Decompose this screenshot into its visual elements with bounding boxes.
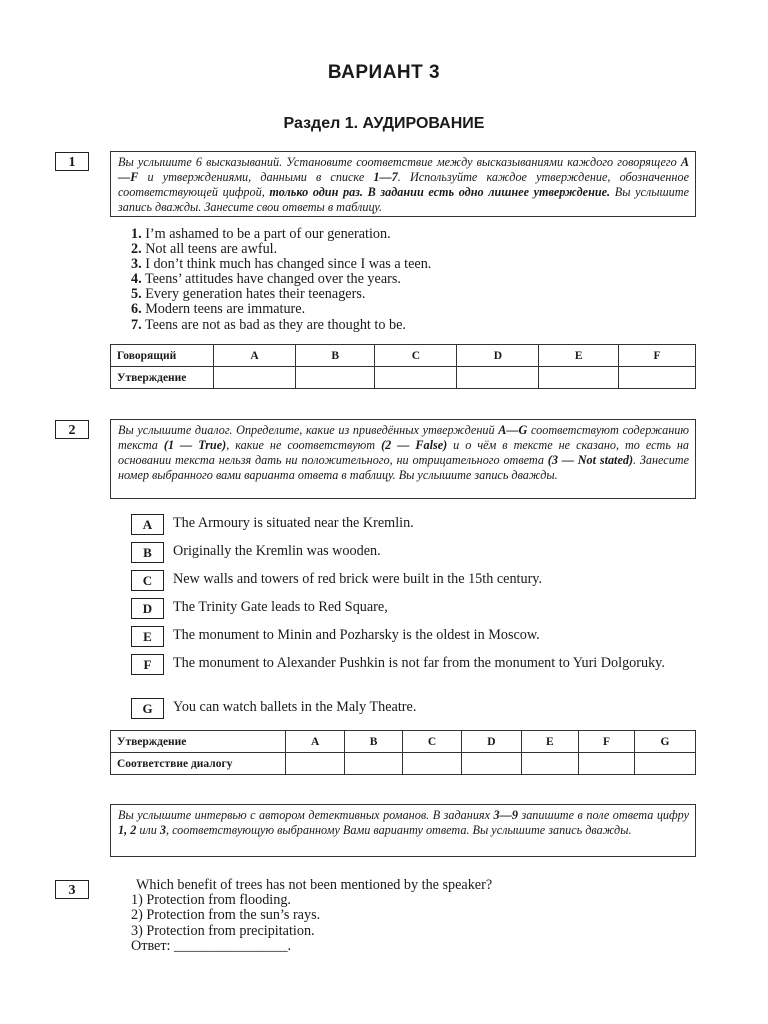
item-number: 5. <box>131 286 142 303</box>
item-number: 4. <box>131 271 142 288</box>
table-column-header: B <box>345 731 403 753</box>
answer-cell[interactable] <box>618 367 695 389</box>
table-row-label: Утверждение <box>111 367 214 389</box>
answer-option: 2) Protection from the sun’s rays. <box>131 907 321 924</box>
instr-text: соответствуют содержанию текста <box>118 423 689 452</box>
statement-text: New walls and towers of red brick were built in the 15th century. <box>173 571 543 587</box>
statement-text: You can watch ballets in the Maly Theatre. <box>173 699 417 715</box>
item-text: Every generation hates their teenagers. <box>145 286 366 303</box>
list-item <box>131 302 691 317</box>
question-text: Which benefit of trees has not been mentioned by the speaker? <box>136 877 493 893</box>
item-text: Teens are not as bad as they are thought to be. <box>144 316 406 333</box>
task1-statement-list <box>131 227 691 333</box>
table-column-header: D <box>462 731 521 753</box>
answer-cell[interactable] <box>295 367 375 389</box>
instr-text: или <box>136 823 160 837</box>
instr-bold: (2 — False) <box>381 438 448 452</box>
item-text: Modern teens are immature. <box>145 301 306 318</box>
statement-letter-box: F <box>131 654 164 675</box>
statement-letter-box: A <box>131 514 164 535</box>
table-column-header: A <box>214 345 296 367</box>
answer-cell[interactable] <box>286 753 345 775</box>
variant-title: ВАРИАНТ 3 <box>327 62 441 83</box>
list-item <box>131 272 691 287</box>
statement-letter-box: D <box>131 598 164 619</box>
table-column-header: C <box>375 345 457 367</box>
list-item <box>131 318 691 333</box>
answer-line[interactable]: Ответ: ________________. <box>131 937 292 954</box>
list-item <box>131 227 691 242</box>
instr-bold: 1—7 <box>373 170 398 184</box>
task1-answer-table <box>110 344 696 389</box>
interview-instructions <box>110 804 696 857</box>
instr-text: и о чём в тексте не сказано, то есть на основании текста нельзя дать ни положительного, ни отрицательного ответа <box>118 438 689 467</box>
table-column-header: E <box>521 731 579 753</box>
item-text: Not all teens are awful. <box>145 241 278 258</box>
task2-instructions <box>110 419 696 499</box>
answer-cell[interactable] <box>634 753 695 775</box>
instr-text: . Занесите номер выбранного вами варианта ответа в таблицу. Вы услышите запись дважды. <box>118 453 690 482</box>
statement-letter-box: C <box>131 570 164 591</box>
task-number-box: 2 <box>55 420 89 439</box>
instr-text: Вы услышите запись дважды. Занесите свои ответы в таблицу. <box>118 185 689 214</box>
table-column-header: A <box>286 731 345 753</box>
instr-bold: 1, 2 <box>118 823 137 837</box>
table-row-label: Соответствие диалогу <box>111 753 286 775</box>
answer-cell[interactable] <box>214 367 296 389</box>
item-number: 3. <box>131 256 142 273</box>
table-answer-row <box>111 367 696 389</box>
table-column-header: B <box>295 345 375 367</box>
table-answer-row <box>111 753 696 775</box>
task2-answer-table <box>110 730 696 775</box>
table-column-header: G <box>634 731 695 753</box>
table-column-header: E <box>539 345 619 367</box>
table-column-header: D <box>457 345 539 367</box>
statement-text: Originally the Kremlin was wooden. <box>173 543 381 559</box>
table-column-header: F <box>618 345 695 367</box>
instr-text: , соответствующую выбранному Вами варианту ответа. Вы услышите запись дважды. <box>165 823 632 837</box>
list-item <box>131 287 691 302</box>
task3-question <box>131 878 691 954</box>
item-number: 1. <box>131 226 142 242</box>
instr-bold: A—G <box>498 423 528 437</box>
instr-bold: 3 <box>159 823 166 837</box>
instr-bold: A—F <box>118 155 689 184</box>
task-number-box: 3 <box>55 880 89 899</box>
instr-bold: только один раз. В задании есть одно лишнее утверждение. <box>269 185 611 199</box>
table-header-label: Говорящий <box>111 345 214 367</box>
answer-cell[interactable] <box>579 753 635 775</box>
answer-cell[interactable] <box>345 753 403 775</box>
instr-text: и утверждениями, данными в списке <box>138 170 374 184</box>
answer-cell[interactable] <box>521 753 579 775</box>
item-number: 7. <box>131 316 142 333</box>
instr-text: Вы услышите 6 высказываний. Установите соответствие между высказываниями каждого говорящего <box>118 155 681 169</box>
instr-text: . Используйте каждое утверждение, обозначенное соответствующей цифрой, <box>118 170 689 199</box>
instr-text: Вы услышите диалог. Определите, какие из приведённых утверждений <box>118 423 499 437</box>
item-text: Teens’ attitudes have changed over the years. <box>144 271 401 288</box>
answer-cell[interactable] <box>457 367 539 389</box>
statement-text: The monument to Minin and Pozharsky is the oldest in Moscow. <box>173 627 540 643</box>
statement-text: The Trinity Gate leads to Red Square, <box>173 599 388 615</box>
instr-text: Вы услышите интервью с автором детективных романов. В заданиях <box>118 808 494 822</box>
answer-cell[interactable] <box>462 753 521 775</box>
table-column-header: F <box>579 731 635 753</box>
answer-cell[interactable] <box>539 367 619 389</box>
table-header-label: Утверждение <box>111 731 286 753</box>
answer-cell[interactable] <box>402 753 461 775</box>
table-header-row <box>111 345 696 367</box>
item-text: I don’t think much has changed since I was a teen. <box>145 256 432 273</box>
table-column-header: C <box>402 731 461 753</box>
statement-letter-box: G <box>131 698 164 719</box>
instr-bold: (1 — True) <box>163 438 227 452</box>
instr-bold: (3 — Not stated) <box>547 453 634 467</box>
task-number-box: 1 <box>55 152 89 171</box>
section-title: Раздел 1. АУДИРОВАНИЕ <box>283 115 485 132</box>
answer-option: 3) Protection from precipitation. <box>131 922 315 939</box>
statement-letter-box: B <box>131 542 164 563</box>
instr-bold: 3—9 <box>493 808 518 822</box>
instr-text: запишите в поле ответа цифру <box>517 808 690 822</box>
table-header-row <box>111 731 696 753</box>
list-item <box>131 242 691 257</box>
answer-option: 1) Protection from flooding. <box>131 892 291 909</box>
list-item <box>131 257 691 272</box>
item-number: 6. <box>131 301 142 318</box>
statement-text: The Armoury is situated near the Kremlin. <box>173 515 414 531</box>
instr-text: , какие не соответствуют <box>226 438 382 452</box>
statement-text: The monument to Alexander Pushkin is not far from the monument to Yuri Dolgoruky. <box>173 655 665 671</box>
item-number: 2. <box>131 241 142 258</box>
statement-letter-box: E <box>131 626 164 647</box>
task1-instructions <box>110 151 696 217</box>
answer-cell[interactable] <box>375 367 457 389</box>
item-text: I’m ashamed to be a part of our generation. <box>145 226 391 242</box>
